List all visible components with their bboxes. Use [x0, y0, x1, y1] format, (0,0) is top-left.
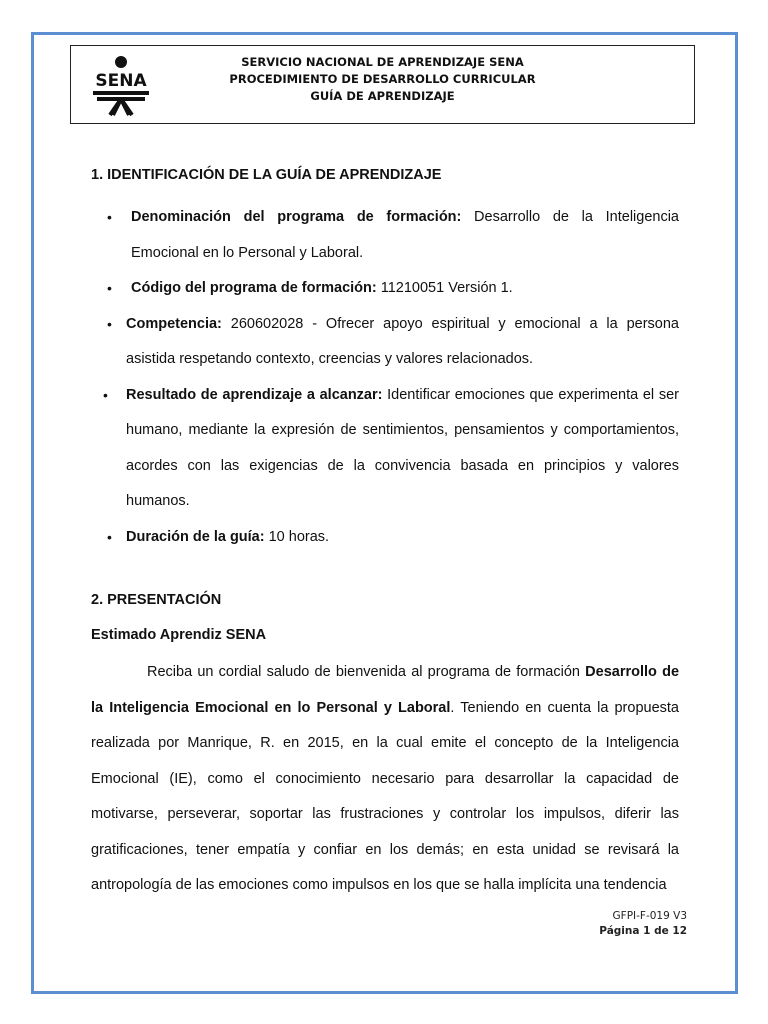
item-value: 10 horas.: [264, 528, 330, 545]
item-value: Identificar emociones que experimenta el ser humano, mediante la expresión de sentimientos, pensamientos y comportamientos, acordes con las exigencias de la convivencia basada en principios y valores humanos.: [126, 386, 679, 509]
bullet-icon: •: [107, 528, 112, 545]
list-item: [91, 200, 679, 271]
header-line-2: PROCEDIMIENTO DE DESARROLLO CURRICULAR: [229, 72, 536, 86]
program-name: Desarrollo de la Inteligencia Emocional en lo Personal y Laboral: [91, 664, 680, 716]
form-code: GFPI-F-019 V3: [612, 910, 687, 922]
list-item: [91, 271, 679, 307]
item-label: Denominación del programa de formación:: [131, 209, 462, 225]
document-header: [70, 45, 695, 124]
item-label: Resultado de aprendizaje a alcanzar:: [126, 386, 383, 403]
logo-text: SENA: [95, 71, 147, 91]
item-value: 11210051 Versión 1.: [376, 280, 513, 296]
header-line-3: GUÍA DE APRENDIZAJE: [310, 89, 455, 103]
paragraph-rest: . Teniendo en cuenta la propuesta realizada por Manrique, R. en 2015, en la cual emite el concepto de la Inteligencia Emocional (IE), como el conocimiento necesario para desarrollar la capacidad de motivarse, perseverar, soportar las frustraciones y controlar los impulsos, diferir las gratificaciones, tener empatía y confiar en los demás; en esta unidad se revisará la antropología de las emociones como impulsos en los que se halla implícita una tendencia: [91, 699, 679, 893]
item-value: Desarrollo de la Inteligencia Emocional en lo Personal y Laboral.: [131, 209, 679, 261]
item-value: 260602028 - Ofrecer apoyo espiritual y emocional a la persona asistida respetando contexto, creencias y valores relacionados.: [126, 315, 679, 367]
item-label: Duración de la guía:: [126, 528, 265, 545]
section-2-title: 2. PRESENTACIÓN: [91, 592, 222, 608]
presentation-paragraph: [91, 655, 679, 904]
list-item: [91, 307, 679, 378]
list-item: [91, 520, 679, 556]
item-label: Competencia:: [126, 315, 222, 332]
identification-list: [91, 200, 679, 555]
greeting: Estimado Aprendiz SENA: [91, 627, 267, 643]
bullet-icon: •: [107, 280, 112, 296]
page-footer: [599, 909, 687, 939]
paragraph-start: Reciba un cordial saludo de bienvenida al programa de formación: [147, 664, 586, 680]
bullet-icon: •: [103, 386, 108, 403]
bullet-icon: •: [107, 209, 112, 225]
header-line-1: SERVICIO NACIONAL DE APRENDIZAJE SENA: [241, 55, 524, 69]
item-label: Código del programa de formación:: [131, 280, 377, 296]
list-item: [91, 378, 679, 520]
section-1-title: 1. IDENTIFICACIÓN DE LA GUÍA DE APRENDIZAJE: [91, 167, 442, 183]
header-title: [71, 54, 694, 105]
page-number: Página 1 de 12: [599, 925, 687, 937]
bullet-icon: •: [107, 315, 112, 332]
